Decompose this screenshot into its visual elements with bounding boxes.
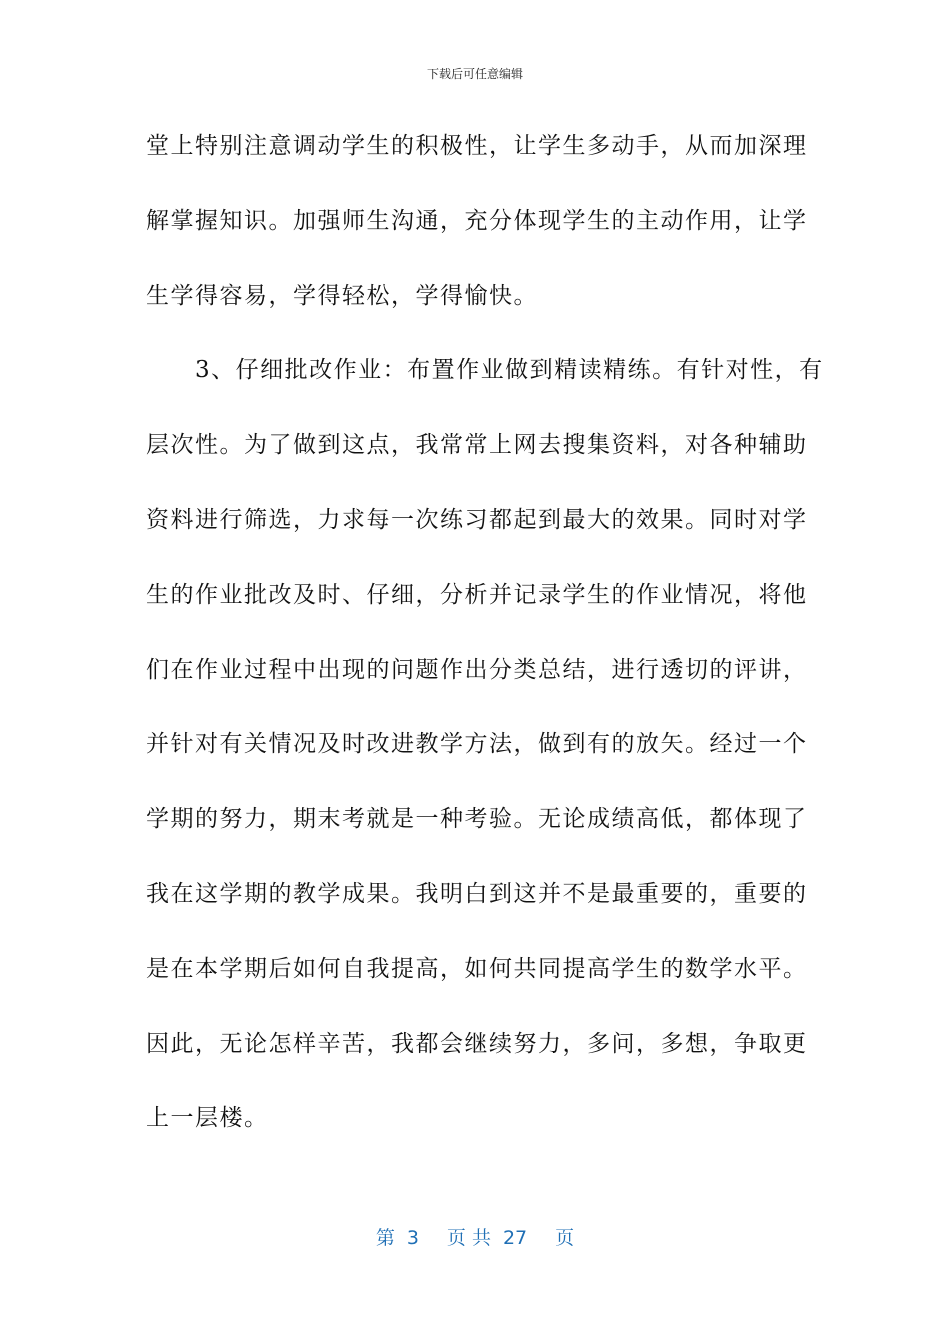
page-footer-middle: 页 共 <box>446 1227 491 1249</box>
text-line: 并针对有关情况及时改进教学方法，做到有的放矢。经过一个 <box>146 731 808 758</box>
text-line: 生的作业批改及时、仔细，分析并记录学生的作业情况，将他 <box>146 581 808 608</box>
text-line: 我在这学期的教学成果。我明白到这并不是最重要的，重要的 <box>146 880 808 907</box>
document-body <box>146 124 824 1171</box>
text-line: 学期的努力，期末考就是一种考验。无论成绩高低，都体现了 <box>146 806 808 833</box>
text-line: 堂上特别注意调动学生的积极性，让学生多动手，从而加深理 <box>146 133 808 159</box>
page-footer <box>0 1225 950 1251</box>
page-footer-prefix: 第 <box>375 1227 395 1249</box>
text-line: 是在本学期后如何自我提高，如何共同提高学生的数学水平。 <box>146 955 808 982</box>
text-line: 解掌握知识。加强师生沟通，充分体现学生的主动作用，让学 <box>146 207 808 234</box>
text-line: 上一层楼。 <box>146 1105 269 1132</box>
text-line: 资料进行筛选，力求每一次练习都起到最大的效果。同时对学 <box>146 506 808 533</box>
text-line: 层次性。为了做到这点，我常常上网去搜集资料，对各种辅助 <box>146 432 808 459</box>
page-header: 下载后可任意编辑 <box>426 67 523 81</box>
text-line: 3、仔细批改作业：布置作业做到精读精练。有针对性，有 <box>146 357 824 384</box>
text-line: 们在作业过程中出现的问题作出分类总结，进行透切的评讲， <box>146 656 808 683</box>
current-page-number: 3 <box>406 1227 419 1249</box>
total-pages-number: 27 <box>502 1227 528 1249</box>
text-line: 因此，无论怎样辛苦，我都会继续努力，多问，多想，争取更 <box>146 1030 808 1057</box>
text-line: 生学得容易，学得轻松，学得愉快。 <box>146 282 538 309</box>
page-footer-suffix: 页 <box>555 1227 575 1249</box>
